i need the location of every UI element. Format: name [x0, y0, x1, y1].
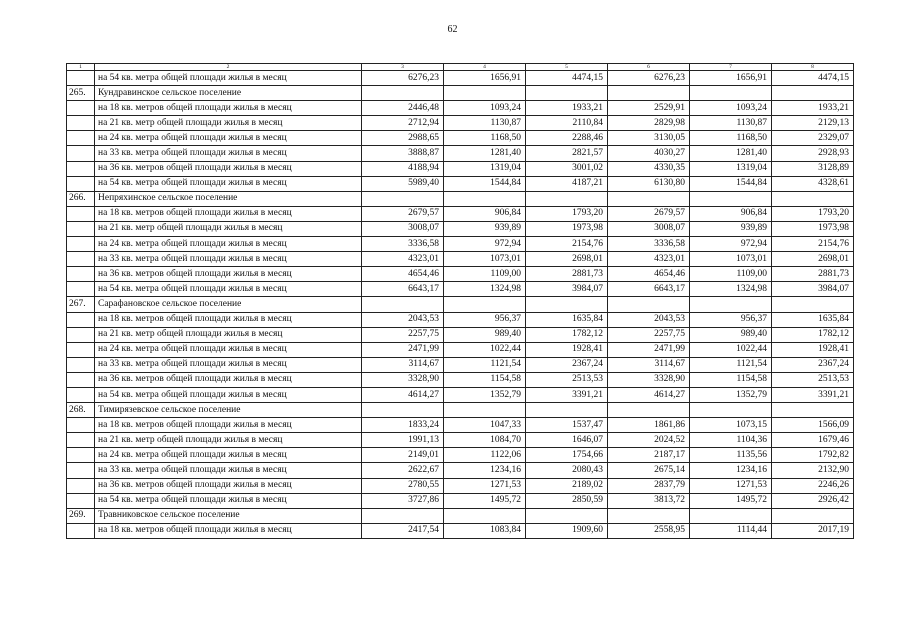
- value-cell: 1928,41: [526, 342, 608, 357]
- value-cell: 2132,90: [772, 463, 854, 478]
- value-cell: 1352,79: [690, 387, 772, 402]
- value-cell: 2110,84: [526, 116, 608, 131]
- empty-cell: [67, 372, 95, 387]
- value-cell: 2679,57: [362, 206, 444, 221]
- empty-cell: [67, 387, 95, 402]
- empty-cell: [67, 448, 95, 463]
- empty-cell: [444, 86, 526, 101]
- section-row: [67, 297, 854, 312]
- row-label: на 33 кв. метра общей площади жилья в месяц: [95, 252, 362, 267]
- value-cell: 4654,46: [608, 267, 690, 282]
- value-cell: 1656,91: [690, 71, 772, 86]
- row-label: на 18 кв. метров общей площади жилья в месяц: [95, 523, 362, 538]
- value-cell: 3984,07: [772, 282, 854, 297]
- value-cell: 1679,46: [772, 433, 854, 448]
- empty-cell: [67, 131, 95, 146]
- table-row: [67, 116, 854, 131]
- table-row: [67, 433, 854, 448]
- value-cell: 2367,24: [772, 357, 854, 372]
- value-cell: 2154,76: [526, 237, 608, 252]
- value-cell: 3128,89: [772, 161, 854, 176]
- value-cell: 1135,56: [690, 448, 772, 463]
- value-cell: 4187,21: [526, 176, 608, 191]
- value-cell: 6276,23: [362, 71, 444, 86]
- value-cell: 1271,53: [444, 478, 526, 493]
- empty-cell: [690, 508, 772, 523]
- value-cell: 1319,04: [690, 161, 772, 176]
- value-cell: 3984,07: [526, 282, 608, 297]
- value-cell: 1122,06: [444, 448, 526, 463]
- page-number: 62: [447, 24, 458, 35]
- empty-cell: [67, 342, 95, 357]
- value-cell: 4323,01: [608, 252, 690, 267]
- empty-cell: [690, 403, 772, 418]
- value-cell: 2821,57: [526, 146, 608, 161]
- row-label: на 18 кв. метров общей площади жилья в месяц: [95, 312, 362, 327]
- value-cell: 1635,84: [526, 312, 608, 327]
- value-cell: 2189,02: [526, 478, 608, 493]
- empty-cell: [67, 116, 95, 131]
- value-cell: 2679,57: [608, 206, 690, 221]
- table-row: [67, 478, 854, 493]
- value-cell: 2417,54: [362, 523, 444, 538]
- empty-cell: [444, 508, 526, 523]
- table-row: [67, 206, 854, 221]
- table-body: [67, 64, 854, 539]
- empty-cell: [444, 297, 526, 312]
- value-cell: 1646,07: [526, 433, 608, 448]
- value-cell: 1933,21: [526, 101, 608, 116]
- row-label: на 36 кв. метров общей площади жилья в месяц: [95, 372, 362, 387]
- value-cell: 3114,67: [362, 357, 444, 372]
- section-number: 265.: [67, 86, 95, 101]
- row-label: на 21 кв. метр общей площади жилья в месяц: [95, 327, 362, 342]
- value-cell: 1792,82: [772, 448, 854, 463]
- value-cell: 1121,54: [690, 357, 772, 372]
- row-label: на 24 кв. метра общей площади жилья в месяц: [95, 342, 362, 357]
- column-number: 4: [444, 64, 526, 71]
- value-cell: 3001,02: [526, 161, 608, 176]
- value-cell: 1281,40: [444, 146, 526, 161]
- value-cell: 3391,21: [772, 387, 854, 402]
- table-row: [67, 523, 854, 538]
- value-cell: 3813,72: [608, 493, 690, 508]
- section-title: Тимирязевское сельское поселение: [95, 403, 362, 418]
- value-cell: 1234,16: [690, 463, 772, 478]
- value-cell: 1093,24: [690, 101, 772, 116]
- value-cell: 906,84: [690, 206, 772, 221]
- value-cell: 1933,21: [772, 101, 854, 116]
- value-cell: 2367,24: [526, 357, 608, 372]
- column-number: 2: [95, 64, 362, 71]
- value-cell: 3391,21: [526, 387, 608, 402]
- row-label: на 18 кв. метров общей площади жилья в месяц: [95, 206, 362, 221]
- value-cell: 1495,72: [690, 493, 772, 508]
- value-cell: 989,40: [690, 327, 772, 342]
- value-cell: 1909,60: [526, 523, 608, 538]
- value-cell: 1782,12: [526, 327, 608, 342]
- empty-cell: [362, 403, 444, 418]
- value-cell: 1154,58: [444, 372, 526, 387]
- empty-cell: [67, 493, 95, 508]
- row-label: на 36 кв. метров общей площади жилья в месяц: [95, 478, 362, 493]
- value-cell: 2881,73: [526, 267, 608, 282]
- value-cell: 4614,27: [362, 387, 444, 402]
- empty-cell: [690, 297, 772, 312]
- value-cell: 1928,41: [772, 342, 854, 357]
- value-cell: 6643,17: [608, 282, 690, 297]
- empty-cell: [67, 161, 95, 176]
- empty-cell: [526, 86, 608, 101]
- table-row: [67, 237, 854, 252]
- value-cell: 1093,24: [444, 101, 526, 116]
- row-label: на 54 кв. метра общей площади жилья в месяц: [95, 282, 362, 297]
- empty-cell: [690, 191, 772, 206]
- value-cell: 1537,47: [526, 418, 608, 433]
- value-cell: 2712,94: [362, 116, 444, 131]
- row-label: на 24 кв. метра общей площади жилья в месяц: [95, 448, 362, 463]
- empty-cell: [608, 86, 690, 101]
- value-cell: 1083,84: [444, 523, 526, 538]
- empty-cell: [362, 297, 444, 312]
- table-row: [67, 131, 854, 146]
- section-row: [67, 403, 854, 418]
- value-cell: 4614,27: [608, 387, 690, 402]
- table-row: [67, 267, 854, 282]
- row-label: на 24 кв. метра общей площади жилья в месяц: [95, 131, 362, 146]
- value-cell: 1114,44: [690, 523, 772, 538]
- value-cell: 1047,33: [444, 418, 526, 433]
- empty-cell: [67, 418, 95, 433]
- empty-cell: [526, 191, 608, 206]
- row-label: на 21 кв. метр общей площади жилья в месяц: [95, 433, 362, 448]
- value-cell: 1495,72: [444, 493, 526, 508]
- value-cell: 4474,15: [772, 71, 854, 86]
- empty-cell: [362, 508, 444, 523]
- value-cell: 1861,86: [608, 418, 690, 433]
- column-number: 5: [526, 64, 608, 71]
- value-cell: 4323,01: [362, 252, 444, 267]
- row-label: на 36 кв. метров общей площади жилья в месяц: [95, 161, 362, 176]
- column-number: 3: [362, 64, 444, 71]
- table-row: [67, 463, 854, 478]
- row-label: на 21 кв. метр общей площади жилья в месяц: [95, 221, 362, 236]
- value-cell: 2926,42: [772, 493, 854, 508]
- value-cell: 3008,07: [608, 221, 690, 236]
- value-cell: 1109,00: [690, 267, 772, 282]
- empty-cell: [67, 523, 95, 538]
- value-cell: 1319,04: [444, 161, 526, 176]
- section-number: 266.: [67, 191, 95, 206]
- value-cell: 2780,55: [362, 478, 444, 493]
- value-cell: 2675,14: [608, 463, 690, 478]
- value-cell: 2154,76: [772, 237, 854, 252]
- value-cell: 2080,43: [526, 463, 608, 478]
- value-cell: 1635,84: [772, 312, 854, 327]
- value-cell: 3888,87: [362, 146, 444, 161]
- empty-cell: [772, 86, 854, 101]
- empty-cell: [526, 403, 608, 418]
- value-cell: 3328,90: [608, 372, 690, 387]
- empty-cell: [444, 191, 526, 206]
- value-cell: 2529,91: [608, 101, 690, 116]
- table-row: [67, 161, 854, 176]
- value-cell: 2257,75: [608, 327, 690, 342]
- value-cell: 1793,20: [526, 206, 608, 221]
- empty-cell: [362, 191, 444, 206]
- table-row: [67, 282, 854, 297]
- row-label: на 33 кв. метра общей площади жилья в месяц: [95, 463, 362, 478]
- value-cell: 1104,36: [690, 433, 772, 448]
- empty-cell: [67, 221, 95, 236]
- value-cell: 2288,46: [526, 131, 608, 146]
- value-cell: 2622,67: [362, 463, 444, 478]
- value-cell: 2513,53: [772, 372, 854, 387]
- empty-cell: [67, 267, 95, 282]
- section-title: Травниковское сельское поселение: [95, 508, 362, 523]
- section-title: Кундравинское сельское поселение: [95, 86, 362, 101]
- value-cell: 2024,52: [608, 433, 690, 448]
- row-label: на 54 кв. метра общей площади жилья в месяц: [95, 71, 362, 86]
- row-label: на 18 кв. метров общей площади жилья в месяц: [95, 418, 362, 433]
- value-cell: 906,84: [444, 206, 526, 221]
- empty-cell: [690, 86, 772, 101]
- value-cell: 6130,80: [608, 176, 690, 191]
- empty-cell: [526, 297, 608, 312]
- empty-cell: [67, 433, 95, 448]
- column-number: 1: [67, 64, 95, 71]
- value-cell: 1109,00: [444, 267, 526, 282]
- table-row: [67, 418, 854, 433]
- empty-cell: [67, 71, 95, 86]
- value-cell: 3336,58: [362, 237, 444, 252]
- value-cell: 1973,98: [526, 221, 608, 236]
- value-cell: 4474,15: [526, 71, 608, 86]
- row-label: на 54 кв. метра общей площади жилья в месяц: [95, 176, 362, 191]
- value-cell: 1566,09: [772, 418, 854, 433]
- value-cell: 1022,44: [444, 342, 526, 357]
- empty-cell: [362, 86, 444, 101]
- value-cell: 1168,50: [444, 131, 526, 146]
- value-cell: 989,40: [444, 327, 526, 342]
- value-cell: 4188,94: [362, 161, 444, 176]
- value-cell: 1154,58: [690, 372, 772, 387]
- value-cell: 1121,54: [444, 357, 526, 372]
- section-row: [67, 508, 854, 523]
- row-label: на 21 кв. метр общей площади жилья в месяц: [95, 116, 362, 131]
- value-cell: 3727,86: [362, 493, 444, 508]
- value-cell: 1324,98: [444, 282, 526, 297]
- value-cell: 2017,19: [772, 523, 854, 538]
- value-cell: 2698,01: [772, 252, 854, 267]
- empty-cell: [67, 146, 95, 161]
- value-cell: 2881,73: [772, 267, 854, 282]
- value-cell: 1234,16: [444, 463, 526, 478]
- column-number: 7: [690, 64, 772, 71]
- section-number: 269.: [67, 508, 95, 523]
- table-row: [67, 101, 854, 116]
- value-cell: 2257,75: [362, 327, 444, 342]
- table-row: [67, 252, 854, 267]
- value-cell: 1073,01: [690, 252, 772, 267]
- column-number-row: [67, 64, 854, 71]
- value-cell: 1324,98: [690, 282, 772, 297]
- value-cell: 3328,90: [362, 372, 444, 387]
- value-cell: 3130,05: [608, 131, 690, 146]
- value-cell: 972,94: [444, 237, 526, 252]
- value-cell: 2329,07: [772, 131, 854, 146]
- table-row: [67, 448, 854, 463]
- section-row: [67, 86, 854, 101]
- value-cell: 1991,13: [362, 433, 444, 448]
- empty-cell: [67, 206, 95, 221]
- table-row: [67, 387, 854, 402]
- value-cell: 939,89: [690, 221, 772, 236]
- value-cell: 939,89: [444, 221, 526, 236]
- value-cell: 2446,48: [362, 101, 444, 116]
- empty-cell: [772, 191, 854, 206]
- table-row: [67, 327, 854, 342]
- value-cell: 2471,99: [362, 342, 444, 357]
- value-cell: 3336,58: [608, 237, 690, 252]
- column-number: 8: [772, 64, 854, 71]
- empty-cell: [67, 101, 95, 116]
- value-cell: 1973,98: [772, 221, 854, 236]
- table-row: [67, 312, 854, 327]
- empty-cell: [608, 297, 690, 312]
- table-row: [67, 357, 854, 372]
- value-cell: 1084,70: [444, 433, 526, 448]
- empty-cell: [608, 191, 690, 206]
- value-cell: 1271,53: [690, 478, 772, 493]
- value-cell: 2988,65: [362, 131, 444, 146]
- empty-cell: [608, 508, 690, 523]
- empty-cell: [67, 176, 95, 191]
- value-cell: 2698,01: [526, 252, 608, 267]
- value-cell: 2513,53: [526, 372, 608, 387]
- section-title: Сарафановское сельское поселение: [95, 297, 362, 312]
- value-cell: 972,94: [690, 237, 772, 252]
- value-cell: 1281,40: [690, 146, 772, 161]
- value-cell: 4330,35: [608, 161, 690, 176]
- value-cell: 1073,01: [444, 252, 526, 267]
- value-cell: 3008,07: [362, 221, 444, 236]
- table-row: [67, 493, 854, 508]
- empty-cell: [608, 403, 690, 418]
- value-cell: 2043,53: [362, 312, 444, 327]
- row-label: на 54 кв. метра общей площади жилья в месяц: [95, 387, 362, 402]
- value-cell: 1168,50: [690, 131, 772, 146]
- value-cell: 2558,95: [608, 523, 690, 538]
- row-label: на 54 кв. метра общей площади жилья в месяц: [95, 493, 362, 508]
- row-label: на 18 кв. метров общей площади жилья в месяц: [95, 101, 362, 116]
- value-cell: 1544,84: [690, 176, 772, 191]
- column-number: 6: [608, 64, 690, 71]
- row-label: на 36 кв. метров общей площади жилья в месяц: [95, 267, 362, 282]
- empty-cell: [67, 312, 95, 327]
- value-cell: 4328,61: [772, 176, 854, 191]
- empty-cell: [67, 282, 95, 297]
- value-cell: 1022,44: [690, 342, 772, 357]
- value-cell: 2187,17: [608, 448, 690, 463]
- value-cell: 1656,91: [444, 71, 526, 86]
- value-cell: 5989,40: [362, 176, 444, 191]
- empty-cell: [772, 508, 854, 523]
- value-cell: 2837,79: [608, 478, 690, 493]
- table-row: [67, 221, 854, 236]
- value-cell: 956,37: [444, 312, 526, 327]
- empty-cell: [444, 403, 526, 418]
- empty-cell: [67, 252, 95, 267]
- empty-cell: [772, 403, 854, 418]
- section-number: 268.: [67, 403, 95, 418]
- section-number: 267.: [67, 297, 95, 312]
- value-cell: 6276,23: [608, 71, 690, 86]
- table-row: [67, 342, 854, 357]
- value-cell: 2149,01: [362, 448, 444, 463]
- value-cell: 4654,46: [362, 267, 444, 282]
- value-cell: 2471,99: [608, 342, 690, 357]
- table-row: [67, 372, 854, 387]
- section-title: Непряхинское сельское поселение: [95, 191, 362, 206]
- empty-cell: [67, 357, 95, 372]
- section-row: [67, 191, 854, 206]
- value-cell: 2928,93: [772, 146, 854, 161]
- value-cell: 1130,87: [444, 116, 526, 131]
- table-row: [67, 146, 854, 161]
- value-cell: 2829,98: [608, 116, 690, 131]
- empty-cell: [772, 297, 854, 312]
- value-cell: 1754,66: [526, 448, 608, 463]
- value-cell: 1793,20: [772, 206, 854, 221]
- value-cell: 4030,27: [608, 146, 690, 161]
- value-cell: 2043,53: [608, 312, 690, 327]
- value-cell: 2246,26: [772, 478, 854, 493]
- row-label: на 24 кв. метра общей площади жилья в месяц: [95, 237, 362, 252]
- value-cell: 2850,59: [526, 493, 608, 508]
- empty-cell: [67, 478, 95, 493]
- row-label: на 33 кв. метра общей площади жилья в месяц: [95, 357, 362, 372]
- value-cell: 1130,87: [690, 116, 772, 131]
- value-cell: 1073,15: [690, 418, 772, 433]
- value-cell: 3114,67: [608, 357, 690, 372]
- value-cell: 6643,17: [362, 282, 444, 297]
- value-cell: 1833,24: [362, 418, 444, 433]
- empty-cell: [67, 463, 95, 478]
- value-cell: 1544,84: [444, 176, 526, 191]
- price-table: [66, 63, 854, 539]
- table-row: [67, 71, 854, 86]
- value-cell: 2129,13: [772, 116, 854, 131]
- table-row: [67, 176, 854, 191]
- empty-cell: [67, 327, 95, 342]
- value-cell: 1352,79: [444, 387, 526, 402]
- value-cell: 1782,12: [772, 327, 854, 342]
- row-label: на 33 кв. метра общей площади жилья в месяц: [95, 146, 362, 161]
- value-cell: 956,37: [690, 312, 772, 327]
- empty-cell: [67, 237, 95, 252]
- empty-cell: [526, 508, 608, 523]
